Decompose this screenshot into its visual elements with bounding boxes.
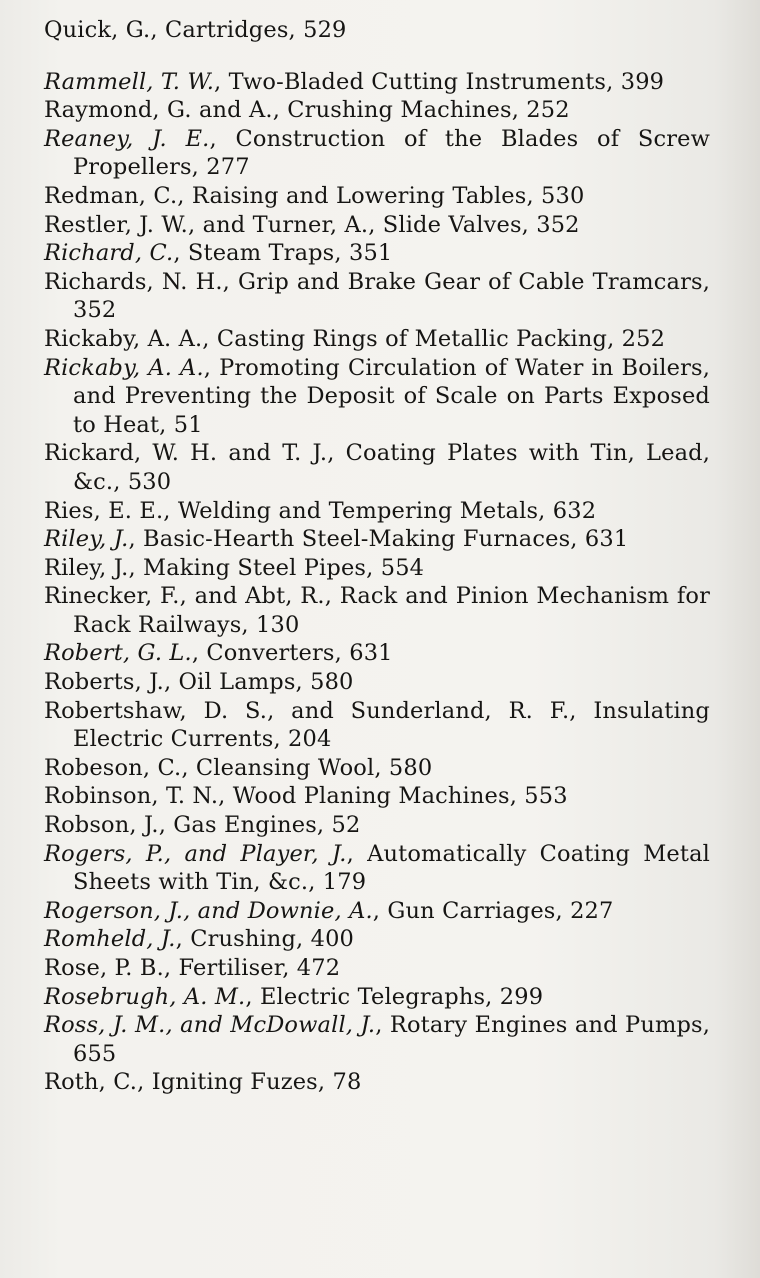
index-entry [44, 668, 710, 697]
invention-title: , Construction of the Blades of Screw Propellers, 277 [73, 125, 711, 181]
index-entry [44, 639, 710, 668]
invention-title: , Slide Valves, 352 [368, 211, 580, 238]
index-entry [44, 954, 710, 983]
invention-title: , Crushing Machines, 252 [272, 97, 570, 124]
patentee-name: Robertshaw, D. S., and Sunderland, R. F. [44, 697, 570, 724]
invention-title: , Welding and Tempering Metals, 632 [163, 497, 597, 524]
invention-title: , Raising and Lowering Tables, 530 [177, 182, 585, 209]
index-entry [44, 925, 710, 954]
patentee-name: Riley, J. [44, 526, 129, 553]
invention-title: , Rack and Pinion Mechanism for Rack Railways, 130 [73, 583, 710, 638]
index-entry [44, 182, 710, 211]
index-entry [44, 16, 710, 45]
index-entry [44, 754, 710, 783]
invention-title: , Cartridges, 529 [150, 17, 347, 43]
patentee-name: Roberts, J. [44, 669, 164, 696]
patent-index-list [44, 16, 710, 1097]
invention-title: , Oil Lamps, 580 [163, 669, 354, 696]
patentee-name: Rickaby, A. A. [44, 325, 203, 352]
index-entry [44, 497, 710, 526]
index-entry [44, 125, 710, 182]
patentee-name: Redman, C. [44, 182, 178, 209]
invention-title: , Gun Carriages, 227 [372, 897, 614, 924]
invention-title: , Gas Engines, 52 [158, 812, 361, 839]
patentee-name: Rammell, T. W. [44, 68, 215, 95]
patentee-name: Restler, J. W., and Turner, A. [44, 211, 369, 238]
patentee-name: Rinecker, F., and Abt, R. [44, 583, 325, 610]
patentee-name: Rose, P. B. [44, 955, 164, 981]
index-entry [44, 811, 710, 840]
invention-title: , Steam Traps, 351 [173, 240, 393, 267]
invention-title: , Automatically Coating Metal Sheets with Tin, &c., 179 [73, 840, 710, 896]
index-entry [44, 439, 710, 496]
patentee-name: Reaney, J. E. [44, 125, 210, 152]
patentee-name: Robinson, T. N. [44, 783, 219, 810]
patentee-name: Robert, G. L. [44, 640, 192, 667]
index-entry [44, 96, 710, 125]
patentee-name: Ries, E. E. [44, 497, 164, 524]
patentee-name: Ross, J. M., and McDowall, J. [44, 1012, 376, 1039]
index-entry [44, 782, 710, 811]
index-entry [44, 325, 710, 354]
index-entry [44, 354, 710, 440]
patentee-name: Romheld, J. [44, 926, 176, 953]
invention-title: , Wood Planing Machines, 553 [218, 783, 568, 810]
invention-title: , Promoting Circulation of Water in Boilers, and Preventing the Deposit of Scale on Parts Exposed to Heat, 51 [73, 354, 710, 438]
index-entry [44, 840, 710, 897]
invention-title: , Cleansing Wool, 580 [181, 754, 433, 781]
invention-title: , Casting Rings of Metallic Packing, 252 [202, 325, 666, 352]
invention-title: , Two-Bladed Cutting Instruments, 399 [214, 68, 665, 95]
invention-title: , Grip and Brake Gear of Cable Tramcars, 352 [73, 268, 710, 324]
index-entry [44, 211, 710, 240]
patentee-name: Raymond, G. and A. [44, 97, 273, 124]
patentee-name: Roth, C. [44, 1069, 138, 1096]
invention-title: , Electric Telegraphs, 299 [245, 983, 544, 1010]
invention-title: , Fertiliser, 472 [163, 955, 341, 981]
invention-title: , Igniting Fuzes, 78 [137, 1069, 362, 1096]
patentee-name: Richards, N. H. [44, 268, 223, 295]
invention-title: , Making Steel Pipes, 554 [128, 554, 425, 581]
index-entry [44, 525, 710, 554]
invention-title: , Basic-Hearth Steel-Making Furnaces, 631 [128, 526, 629, 553]
index-entry [44, 554, 710, 583]
index-entry [44, 697, 710, 754]
invention-title: , Coating Plates with Tin, Lead, &c., 530 [73, 440, 710, 495]
index-entry [44, 983, 710, 1012]
patentee-name: Quick, G. [44, 17, 151, 43]
patentee-name: Rickard, W. H. and T. J. [44, 440, 328, 467]
index-entry [44, 239, 710, 268]
patentee-name: Richard, C. [44, 240, 174, 267]
invention-title: , Crushing, 400 [175, 926, 355, 953]
index-entry [44, 582, 710, 639]
index-entry [44, 1011, 710, 1068]
index-entry [44, 268, 710, 325]
patentee-name: Rogerson, J., and Downie, A. [44, 897, 373, 924]
patentee-name: Robson, J. [44, 812, 159, 839]
patentee-name: Rogers, P., and Player, J. [44, 840, 347, 867]
invention-title: , Converters, 631 [191, 640, 393, 667]
invention-title: , Insulating Electric Currents, 204 [73, 697, 710, 753]
patentee-name: Rickaby, A. A. [44, 354, 204, 381]
patentee-name: Robeson, C. [44, 754, 182, 781]
patentee-name: Riley, J. [44, 554, 129, 581]
patentee-name: Rosebrugh, A. M. [44, 983, 246, 1010]
index-entry [44, 68, 710, 97]
index-entry [44, 1068, 710, 1097]
invention-title: , Rotary Engines and Pumps, 655 [73, 1012, 710, 1067]
index-entry [44, 897, 710, 926]
